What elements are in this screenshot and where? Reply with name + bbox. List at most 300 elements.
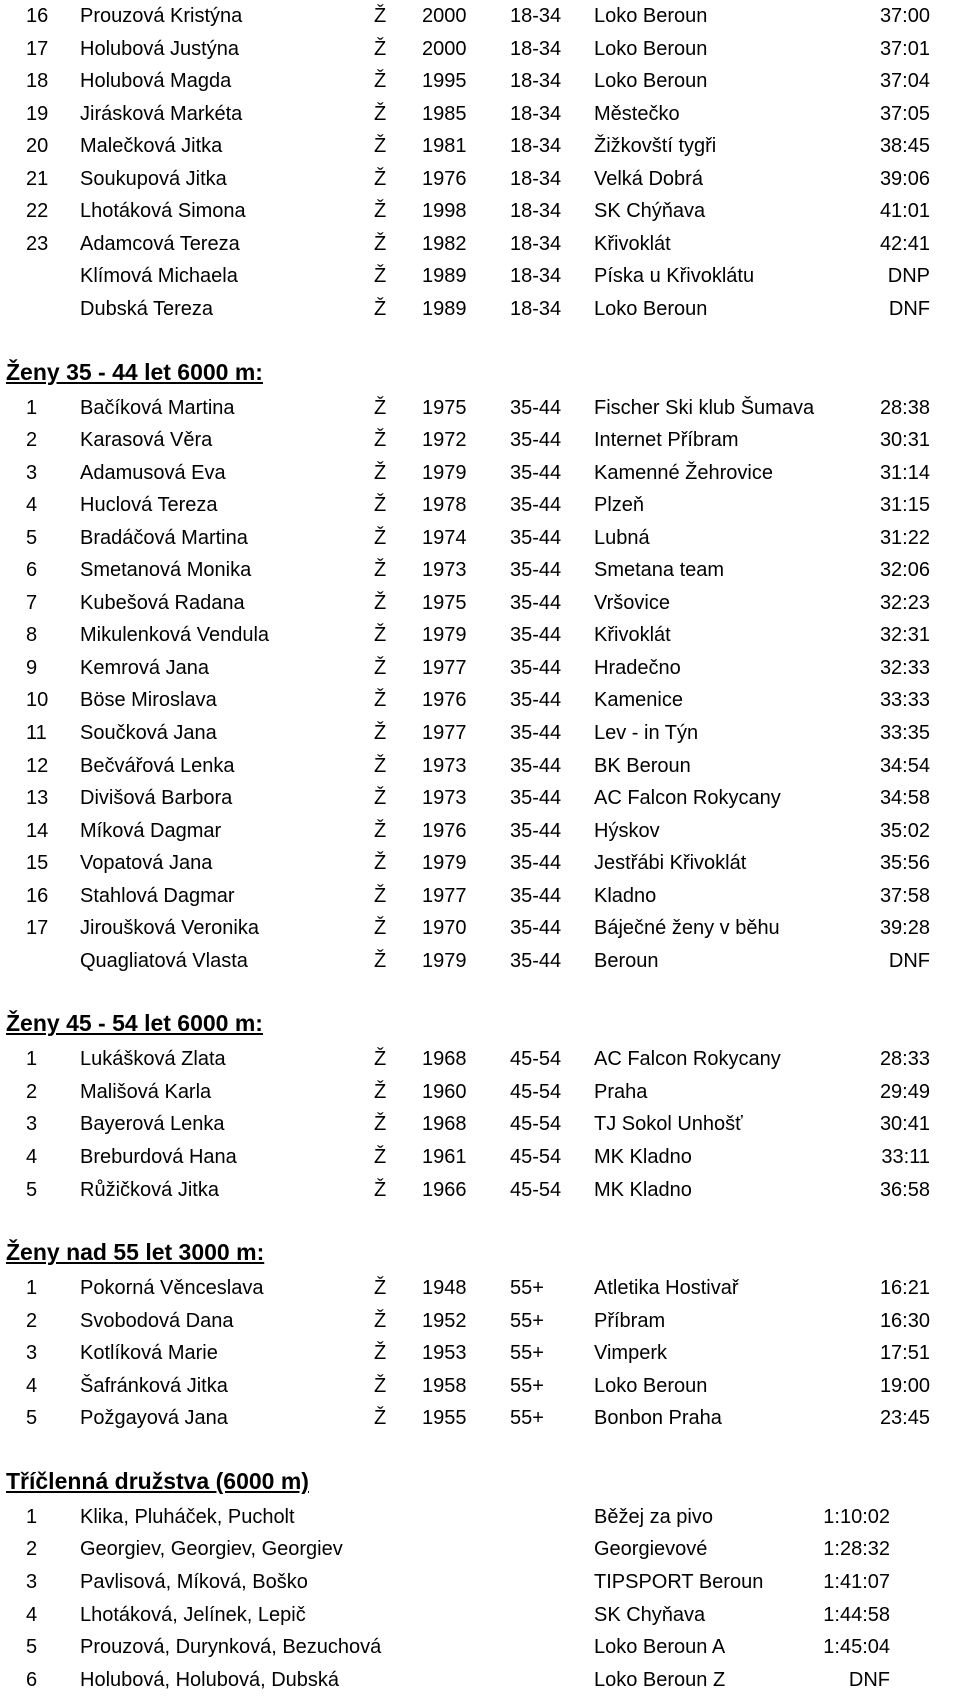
result-row	[0, 554, 960, 586]
rank-cell: 17	[26, 38, 49, 60]
result-row	[0, 392, 960, 424]
sex-cell: Ž	[374, 950, 387, 972]
category-cell: 35-44	[510, 527, 562, 549]
sex-cell: Ž	[374, 1179, 387, 1201]
name-cell: Prouzová, Durynková, Bezuchová	[80, 1636, 382, 1658]
name-cell: Kotlíková Marie	[80, 1342, 218, 1364]
club-cell: Žižkovští tygři	[594, 135, 717, 157]
club-cell: MK Kladno	[594, 1146, 692, 1168]
name-cell: Lhotáková Simona	[80, 200, 246, 222]
club-cell: Lev - in Týn	[594, 722, 699, 744]
time-cell: 33:33	[879, 689, 930, 711]
time-cell: 38:45	[879, 135, 930, 157]
result-row	[0, 33, 960, 65]
rank-cell: 18	[26, 70, 49, 92]
name-cell: Jiroušková Veronika	[80, 917, 259, 939]
sex-cell: Ž	[374, 592, 387, 614]
category-cell: 45-54	[510, 1113, 562, 1135]
year-cell: 1979	[422, 852, 467, 874]
rank-cell: 5	[26, 1179, 38, 1201]
club-cell: Velká Dobrá	[594, 168, 703, 190]
result-row	[0, 1141, 960, 1173]
rank-cell: 2	[26, 1081, 38, 1103]
name-cell: Vopatová Jana	[80, 852, 213, 874]
time-cell: 39:06	[879, 168, 930, 190]
result-row	[0, 260, 960, 292]
club-cell: Praha	[594, 1081, 648, 1103]
rank-cell: 3	[26, 462, 38, 484]
club-cell: Kamenné Žehrovice	[594, 462, 773, 484]
name-cell: Pavlisová, Míková, Boško	[80, 1571, 308, 1593]
sex-cell: Ž	[374, 787, 387, 809]
name-cell: Pokorná Věnceslava	[80, 1277, 264, 1299]
year-cell: 1979	[422, 950, 467, 972]
time-cell: 34:54	[879, 755, 930, 777]
year-cell: 1982	[422, 233, 467, 255]
category-cell: 35-44	[510, 885, 562, 907]
year-cell: 1977	[422, 885, 467, 907]
year-cell: 2000	[422, 38, 467, 60]
name-cell: Bradáčová Martina	[80, 527, 248, 549]
year-cell: 1961	[422, 1146, 467, 1168]
year-cell: 1989	[422, 298, 467, 320]
sex-cell: Ž	[374, 429, 387, 451]
category-cell: 35-44	[510, 624, 562, 646]
year-cell: 1998	[422, 200, 467, 222]
sex-cell: Ž	[374, 1277, 387, 1299]
name-cell: Kubešová Radana	[80, 592, 245, 614]
category-cell: 18-34	[510, 5, 562, 27]
name-cell: Klika, Pluháček, Pucholt	[80, 1506, 295, 1528]
category-cell: 35-44	[510, 689, 562, 711]
club-cell: Vimperk	[594, 1342, 667, 1364]
time-cell: 30:31	[879, 429, 930, 451]
team-result-row	[0, 1501, 960, 1533]
sex-cell: Ž	[374, 298, 387, 320]
year-cell: 1968	[422, 1048, 467, 1070]
year-cell: 1976	[422, 168, 467, 190]
sex-cell: Ž	[374, 1375, 387, 1397]
result-row	[0, 98, 960, 130]
result-row	[0, 912, 960, 944]
club-cell: Lubná	[594, 527, 650, 549]
time-cell: 37:00	[879, 5, 930, 27]
result-row	[0, 1174, 960, 1206]
club-cell: Loko Beroun Z	[594, 1669, 726, 1691]
sex-cell: Ž	[374, 1407, 387, 1429]
year-cell: 1973	[422, 787, 467, 809]
time-cell: 31:22	[879, 527, 930, 549]
result-row	[0, 424, 960, 456]
category-cell: 35-44	[510, 787, 562, 809]
category-cell: 35-44	[510, 820, 562, 842]
category-cell: 55+	[510, 1277, 544, 1299]
club-cell: Jestřábi Křivoklát	[594, 852, 747, 874]
category-cell: 18-34	[510, 298, 562, 320]
year-cell: 1975	[422, 592, 467, 614]
year-cell: 1955	[422, 1407, 467, 1429]
name-cell: Holubová, Holubová, Dubská	[80, 1669, 340, 1691]
rank-cell: 2	[26, 1310, 38, 1332]
time-cell: 36:58	[879, 1179, 930, 1201]
category-cell: 18-34	[510, 200, 562, 222]
year-cell: 1968	[422, 1113, 467, 1135]
sex-cell: Ž	[374, 1310, 387, 1332]
time-cell: 1:10:02	[823, 1506, 890, 1528]
result-row	[0, 195, 960, 227]
time-cell: 30:41	[879, 1113, 930, 1135]
rank-cell: 4	[26, 1146, 38, 1168]
time-cell: DNF	[888, 298, 930, 320]
result-row	[0, 457, 960, 489]
sex-cell: Ž	[374, 397, 387, 419]
category-cell: 18-34	[510, 135, 562, 157]
year-cell: 1952	[422, 1310, 467, 1332]
category-cell: 35-44	[510, 917, 562, 939]
sex-cell: Ž	[374, 755, 387, 777]
club-cell: AC Falcon Rokycany	[594, 787, 781, 809]
rank-cell: 12	[26, 755, 49, 777]
name-cell: Holubová Magda	[80, 70, 232, 92]
club-cell: Loko Beroun A	[594, 1636, 726, 1658]
rank-cell: 21	[26, 168, 49, 190]
club-cell: Fischer Ski klub Šumava	[594, 397, 815, 419]
name-cell: Holubová Justýna	[80, 38, 239, 60]
club-cell: TJ Sokol Unhošť	[594, 1113, 743, 1135]
time-cell: 1:28:32	[823, 1538, 890, 1560]
rank-cell: 1	[26, 397, 38, 419]
rank-cell: 6	[26, 1669, 38, 1691]
time-cell: 33:35	[879, 722, 930, 744]
rank-cell: 16	[26, 885, 49, 907]
name-cell: Breburdová Hana	[80, 1146, 237, 1168]
rank-cell: 1	[26, 1277, 38, 1299]
club-cell: Píska u Křivoklátu	[594, 265, 755, 287]
sex-cell: Ž	[374, 494, 387, 516]
name-cell: Klímová Michaela	[80, 265, 238, 287]
name-cell: Součková Jana	[80, 722, 217, 744]
category-cell: 55+	[510, 1342, 544, 1364]
category-cell: 35-44	[510, 462, 562, 484]
club-cell: MK Kladno	[594, 1179, 692, 1201]
rank-cell: 16	[26, 5, 49, 27]
time-cell: 31:15	[879, 494, 930, 516]
time-cell: 32:23	[879, 592, 930, 614]
time-cell: 39:28	[879, 917, 930, 939]
team-result-row	[0, 1599, 960, 1631]
sex-cell: Ž	[374, 1146, 387, 1168]
name-cell: Dubská Tereza	[80, 298, 214, 320]
time-cell: 1:45:04	[823, 1636, 890, 1658]
time-cell: 37:01	[879, 38, 930, 60]
year-cell: 1973	[422, 559, 467, 581]
time-cell: 33:11	[881, 1146, 930, 1168]
category-cell: 45-54	[510, 1179, 562, 1201]
club-cell: SK Chyňava	[594, 1604, 706, 1626]
club-cell: Městečko	[594, 103, 680, 125]
category-cell: 35-44	[510, 429, 562, 451]
sex-cell: Ž	[374, 722, 387, 744]
category-cell: 18-34	[510, 103, 562, 125]
result-row	[0, 587, 960, 619]
result-row	[0, 1305, 960, 1337]
name-cell: Bačíková Martina	[80, 397, 235, 419]
time-cell: 28:38	[879, 397, 930, 419]
result-row	[0, 130, 960, 162]
club-cell: Loko Beroun	[594, 38, 708, 60]
club-cell: Atletika Hostivař	[594, 1277, 739, 1299]
year-cell: 1995	[422, 70, 467, 92]
year-cell: 1960	[422, 1081, 467, 1103]
result-row	[0, 782, 960, 814]
club-cell: Loko Beroun	[594, 70, 708, 92]
name-cell: Požgayová Jana	[80, 1407, 228, 1429]
result-row	[0, 945, 960, 977]
year-cell: 1985	[422, 103, 467, 125]
sex-cell: Ž	[374, 1081, 387, 1103]
club-cell: Hradečno	[594, 657, 681, 679]
sex-cell: Ž	[374, 527, 387, 549]
team-result-row	[0, 1533, 960, 1565]
sex-cell: Ž	[374, 624, 387, 646]
name-cell: Prouzová Kristýna	[80, 5, 243, 27]
club-cell: Kladno	[594, 885, 657, 907]
sex-cell: Ž	[374, 168, 387, 190]
club-cell: AC Falcon Rokycany	[594, 1048, 781, 1070]
name-cell: Lhotáková, Jelínek, Lepič	[80, 1604, 306, 1626]
category-cell: 35-44	[510, 852, 562, 874]
name-cell: Svobodová Dana	[80, 1310, 234, 1332]
year-cell: 1975	[422, 397, 467, 419]
time-cell: 37:58	[879, 885, 930, 907]
time-cell: 16:30	[879, 1310, 930, 1332]
rank-cell: 14	[26, 820, 49, 842]
name-cell: Malečková Jitka	[80, 135, 223, 157]
rank-cell: 1	[26, 1048, 38, 1070]
category-cell: 45-54	[510, 1146, 562, 1168]
time-cell: 37:05	[879, 103, 930, 125]
result-row	[0, 1272, 960, 1304]
sex-cell: Ž	[374, 233, 387, 255]
year-cell: 1976	[422, 689, 467, 711]
rank-cell: 6	[26, 559, 38, 581]
time-cell: DNP	[887, 265, 930, 287]
time-cell: 35:02	[879, 820, 930, 842]
year-cell: 1958	[422, 1375, 467, 1397]
time-cell: 32:06	[879, 559, 930, 581]
rank-cell: 17	[26, 917, 49, 939]
year-cell: 1972	[422, 429, 467, 451]
sex-cell: Ž	[374, 5, 387, 27]
name-cell: Quagliatová Vlasta	[80, 950, 248, 972]
result-row	[0, 815, 960, 847]
time-cell: 32:33	[879, 657, 930, 679]
club-cell: BK Beroun	[594, 755, 691, 777]
name-cell: Mališová Karla	[80, 1081, 212, 1103]
sex-cell: Ž	[374, 657, 387, 679]
result-row	[0, 750, 960, 782]
club-cell: Plzeň	[594, 494, 645, 516]
result-row	[0, 1076, 960, 1108]
time-cell: 16:21	[879, 1277, 930, 1299]
club-cell: SK Chýňava	[594, 200, 706, 222]
category-cell: 35-44	[510, 559, 562, 581]
year-cell: 1977	[422, 722, 467, 744]
team-result-row	[0, 1566, 960, 1598]
sex-cell: Ž	[374, 852, 387, 874]
time-cell: 34:58	[879, 787, 930, 809]
rank-cell: 13	[26, 787, 49, 809]
sex-cell: Ž	[374, 1342, 387, 1364]
year-cell: 1974	[422, 527, 467, 549]
time-cell: DNF	[888, 950, 930, 972]
sex-cell: Ž	[374, 820, 387, 842]
name-cell: Kemrová Jana	[80, 657, 209, 679]
club-cell: Loko Beroun	[594, 1375, 708, 1397]
rank-cell: 2	[26, 429, 38, 451]
time-cell: 31:14	[879, 462, 930, 484]
category-cell: 45-54	[510, 1048, 562, 1070]
time-cell: 35:56	[879, 852, 930, 874]
club-cell: Internet Příbram	[594, 429, 739, 451]
club-cell: TIPSPORT Beroun	[594, 1571, 764, 1593]
rank-cell: 3	[26, 1113, 38, 1135]
category-cell: 35-44	[510, 950, 562, 972]
category-cell: 35-44	[510, 657, 562, 679]
rank-cell: 15	[26, 852, 49, 874]
result-row	[0, 880, 960, 912]
category-cell: 45-54	[510, 1081, 562, 1103]
section-heading: Ženy nad 55 let 3000 m:	[6, 1239, 265, 1266]
time-cell: 41:01	[879, 200, 930, 222]
time-cell: 42:41	[879, 233, 930, 255]
rank-cell: 4	[26, 1604, 38, 1626]
category-cell: 35-44	[510, 397, 562, 419]
year-cell: 2000	[422, 5, 467, 27]
result-row	[0, 652, 960, 684]
sex-cell: Ž	[374, 70, 387, 92]
result-row	[0, 847, 960, 879]
name-cell: Karasová Věra	[80, 429, 213, 451]
time-cell: 19:00	[879, 1375, 930, 1397]
category-cell: 55+	[510, 1310, 544, 1332]
name-cell: Adamusová Eva	[80, 462, 226, 484]
sex-cell: Ž	[374, 1113, 387, 1135]
club-cell: Křivoklát	[594, 233, 671, 255]
time-cell: 17:51	[879, 1342, 930, 1364]
rank-cell: 4	[26, 494, 38, 516]
name-cell: Růžičková Jitka	[80, 1179, 219, 1201]
name-cell: Huclová Tereza	[80, 494, 218, 516]
team-result-row	[0, 1664, 960, 1696]
section-heading: Ženy 35 - 44 let 6000 m:	[6, 358, 263, 385]
category-cell: 35-44	[510, 494, 562, 516]
category-cell: 18-34	[510, 265, 562, 287]
sex-cell: Ž	[374, 885, 387, 907]
rank-cell: 23	[26, 233, 49, 255]
rank-cell: 3	[26, 1571, 38, 1593]
result-row	[0, 684, 960, 716]
club-cell: Kamenice	[594, 689, 683, 711]
name-cell: Bečvářová Lenka	[80, 755, 235, 777]
club-cell: Běžej za pivo	[594, 1506, 713, 1528]
club-cell: Georgievové	[594, 1538, 708, 1560]
time-cell: DNF	[848, 1669, 890, 1691]
name-cell: Adamcová Tereza	[80, 233, 240, 255]
name-cell: Stahlová Dagmar	[80, 885, 235, 907]
name-cell: Jirásková Markéta	[80, 103, 243, 125]
time-cell: 23:45	[879, 1407, 930, 1429]
year-cell: 1976	[422, 820, 467, 842]
rank-cell: 22	[26, 200, 49, 222]
name-cell: Böse Miroslava	[80, 689, 217, 711]
club-cell: Báječné ženy v běhu	[594, 917, 780, 939]
club-cell: Příbram	[594, 1310, 666, 1332]
club-cell: Beroun	[594, 950, 659, 972]
result-row	[0, 522, 960, 554]
time-cell: 29:49	[879, 1081, 930, 1103]
sex-cell: Ž	[374, 200, 387, 222]
result-row	[0, 65, 960, 97]
year-cell: 1966	[422, 1179, 467, 1201]
year-cell: 1978	[422, 494, 467, 516]
club-cell: Loko Beroun	[594, 5, 708, 27]
name-cell: Smetanová Monika	[80, 559, 252, 581]
club-cell: Bonbon Praha	[594, 1407, 722, 1429]
rank-cell: 2	[26, 1538, 38, 1560]
result-row	[0, 717, 960, 749]
result-row	[0, 1108, 960, 1140]
club-cell: Loko Beroun	[594, 298, 708, 320]
rank-cell: 5	[26, 1407, 38, 1429]
club-cell: Smetana team	[594, 559, 725, 581]
year-cell: 1989	[422, 265, 467, 287]
category-cell: 55+	[510, 1407, 544, 1429]
year-cell: 1970	[422, 917, 467, 939]
category-cell: 18-34	[510, 38, 562, 60]
year-cell: 1973	[422, 755, 467, 777]
sex-cell: Ž	[374, 38, 387, 60]
result-row	[0, 163, 960, 195]
result-row	[0, 1402, 960, 1434]
sex-cell: Ž	[374, 135, 387, 157]
team-result-row	[0, 1631, 960, 1663]
year-cell: 1979	[422, 462, 467, 484]
result-row	[0, 293, 960, 325]
rank-cell: 11	[26, 722, 47, 744]
club-cell: Křivoklát	[594, 624, 671, 646]
year-cell: 1979	[422, 624, 467, 646]
section-heading: Tříčlenná družstva (6000 m)	[6, 1467, 309, 1494]
sex-cell: Ž	[374, 689, 387, 711]
category-cell: 18-34	[510, 233, 562, 255]
category-cell: 35-44	[510, 722, 562, 744]
name-cell: Soukupová Jitka	[80, 168, 227, 190]
sex-cell: Ž	[374, 1048, 387, 1070]
name-cell: Georgiev, Georgiev, Georgiev	[80, 1538, 343, 1560]
sex-cell: Ž	[374, 462, 387, 484]
category-cell: 35-44	[510, 755, 562, 777]
result-row	[0, 489, 960, 521]
category-cell: 35-44	[510, 592, 562, 614]
time-cell: 37:04	[879, 70, 930, 92]
time-cell: 32:31	[879, 624, 930, 646]
club-cell: Vršovice	[594, 592, 670, 614]
sex-cell: Ž	[374, 265, 387, 287]
rank-cell: 3	[26, 1342, 38, 1364]
section-heading: Ženy 45 - 54 let 6000 m:	[6, 1010, 263, 1037]
rank-cell: 5	[26, 527, 38, 549]
